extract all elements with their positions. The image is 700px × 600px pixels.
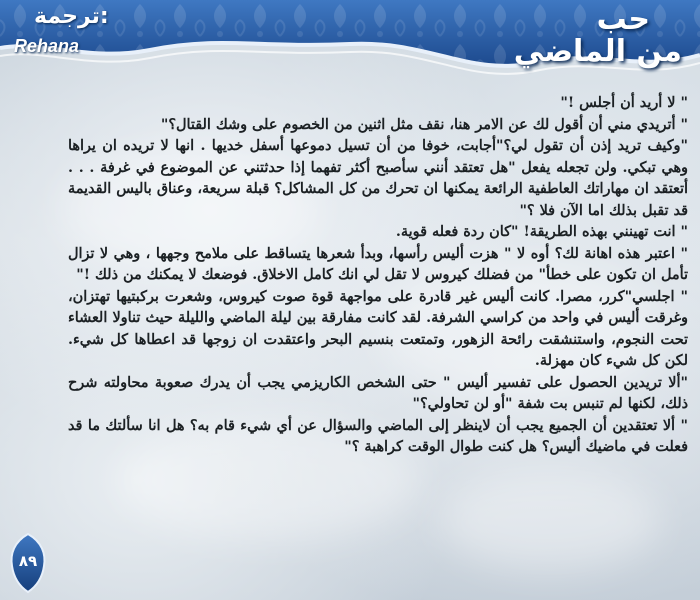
paragraph: " اجلسي"كرر، مصرا. كانت أليس غير قادرة على مواجهة قوة صوت كيروس، وشعرت بركبتيها تهتزان، وغرقت أليس في واحد من كراسي الشرفة. لقد كانت مفارقة بين ليلة الماضي والليلة حيث تناولا العشاء تحت النجوم، واستنشقت رائحة الزهور، وتمتعت بنسيم البحر واعتقدت ان زوجها قد اعطاها كل شيء. لكن كل شيء كان مهزلة. bbox=[68, 287, 688, 369]
story-text bbox=[68, 92, 688, 458]
title-line-1: حب bbox=[596, 2, 650, 37]
paragraph: " انت تهينني بهذه الطريقة! "كان ردة فعله قوية. bbox=[395, 223, 688, 240]
paragraph: "ألا تريدين الحصول على تفسير أليس " حتى الشخص الكاريزمي يجب أن يدرك صعوبة محاولته شرح ذلك، لكنها لم تنبس بت شفة "أو لن تحاولي؟" bbox=[68, 373, 688, 412]
paragraph: " ألا تعتقدين أن الجميع يجب أن لاينظر إلى الماضي والسؤال عن أي شيء قام به؟ هل انا سألتك ما قد فعلت في ماضيك أليس؟ هل كنت طوال الوقت كراهبة ؟" bbox=[68, 416, 688, 455]
paragraph: " أتريدي مني أن أقول لك عن الامر هنا، نقف مثل اثنين من الخصوم على وشك القتال؟" bbox=[160, 115, 688, 133]
paragraph: "وكيف تريد إذن أن تقول لي؟"أجابت، خوفا من أن تسيل دموعها أسفل خديها . انها لا تريده ان يراها وهي تبكي. ولن تجعله يفعل "هل تعتقد أنني سأصبح أكثر تفهما إذا حدثتني عن الموضوع في غرفة . . . أتعتقد ان مهاراتك العاطفية الرائعة يمكنها ان تحرك من كل المشاكل؟ قبلة سريعة، وعناق باليس القديمة قد تقبل بذلك اما الآن فلا ؟" bbox=[68, 137, 688, 219]
page-number-badge bbox=[8, 532, 48, 594]
page-number: ٨٩ bbox=[18, 552, 38, 570]
credit-name: Rehana bbox=[14, 36, 80, 56]
smoke-texture bbox=[440, 470, 660, 570]
title-line-2: من الماضي bbox=[513, 34, 682, 69]
header-banner bbox=[0, 0, 700, 95]
paragraph: " لا أريد أن أجلس !" bbox=[560, 94, 688, 111]
translator-credit bbox=[14, 4, 134, 64]
chapter-title bbox=[462, 4, 682, 68]
paragraph: " اعتبر هذه اهانة لك؟ أوه لا " هزت أليس رأسها، وبدأ شعرها يتساقط على ملامح وجهها ، وهي لا تزال تأمل ان تكون على خطأ" من فضلك كيروس لا تقل لي انك كامل الاخلاق. فوضعك لا يمكنك من ذلك !" bbox=[68, 244, 688, 283]
credit-label: ترجمة: bbox=[34, 4, 109, 29]
